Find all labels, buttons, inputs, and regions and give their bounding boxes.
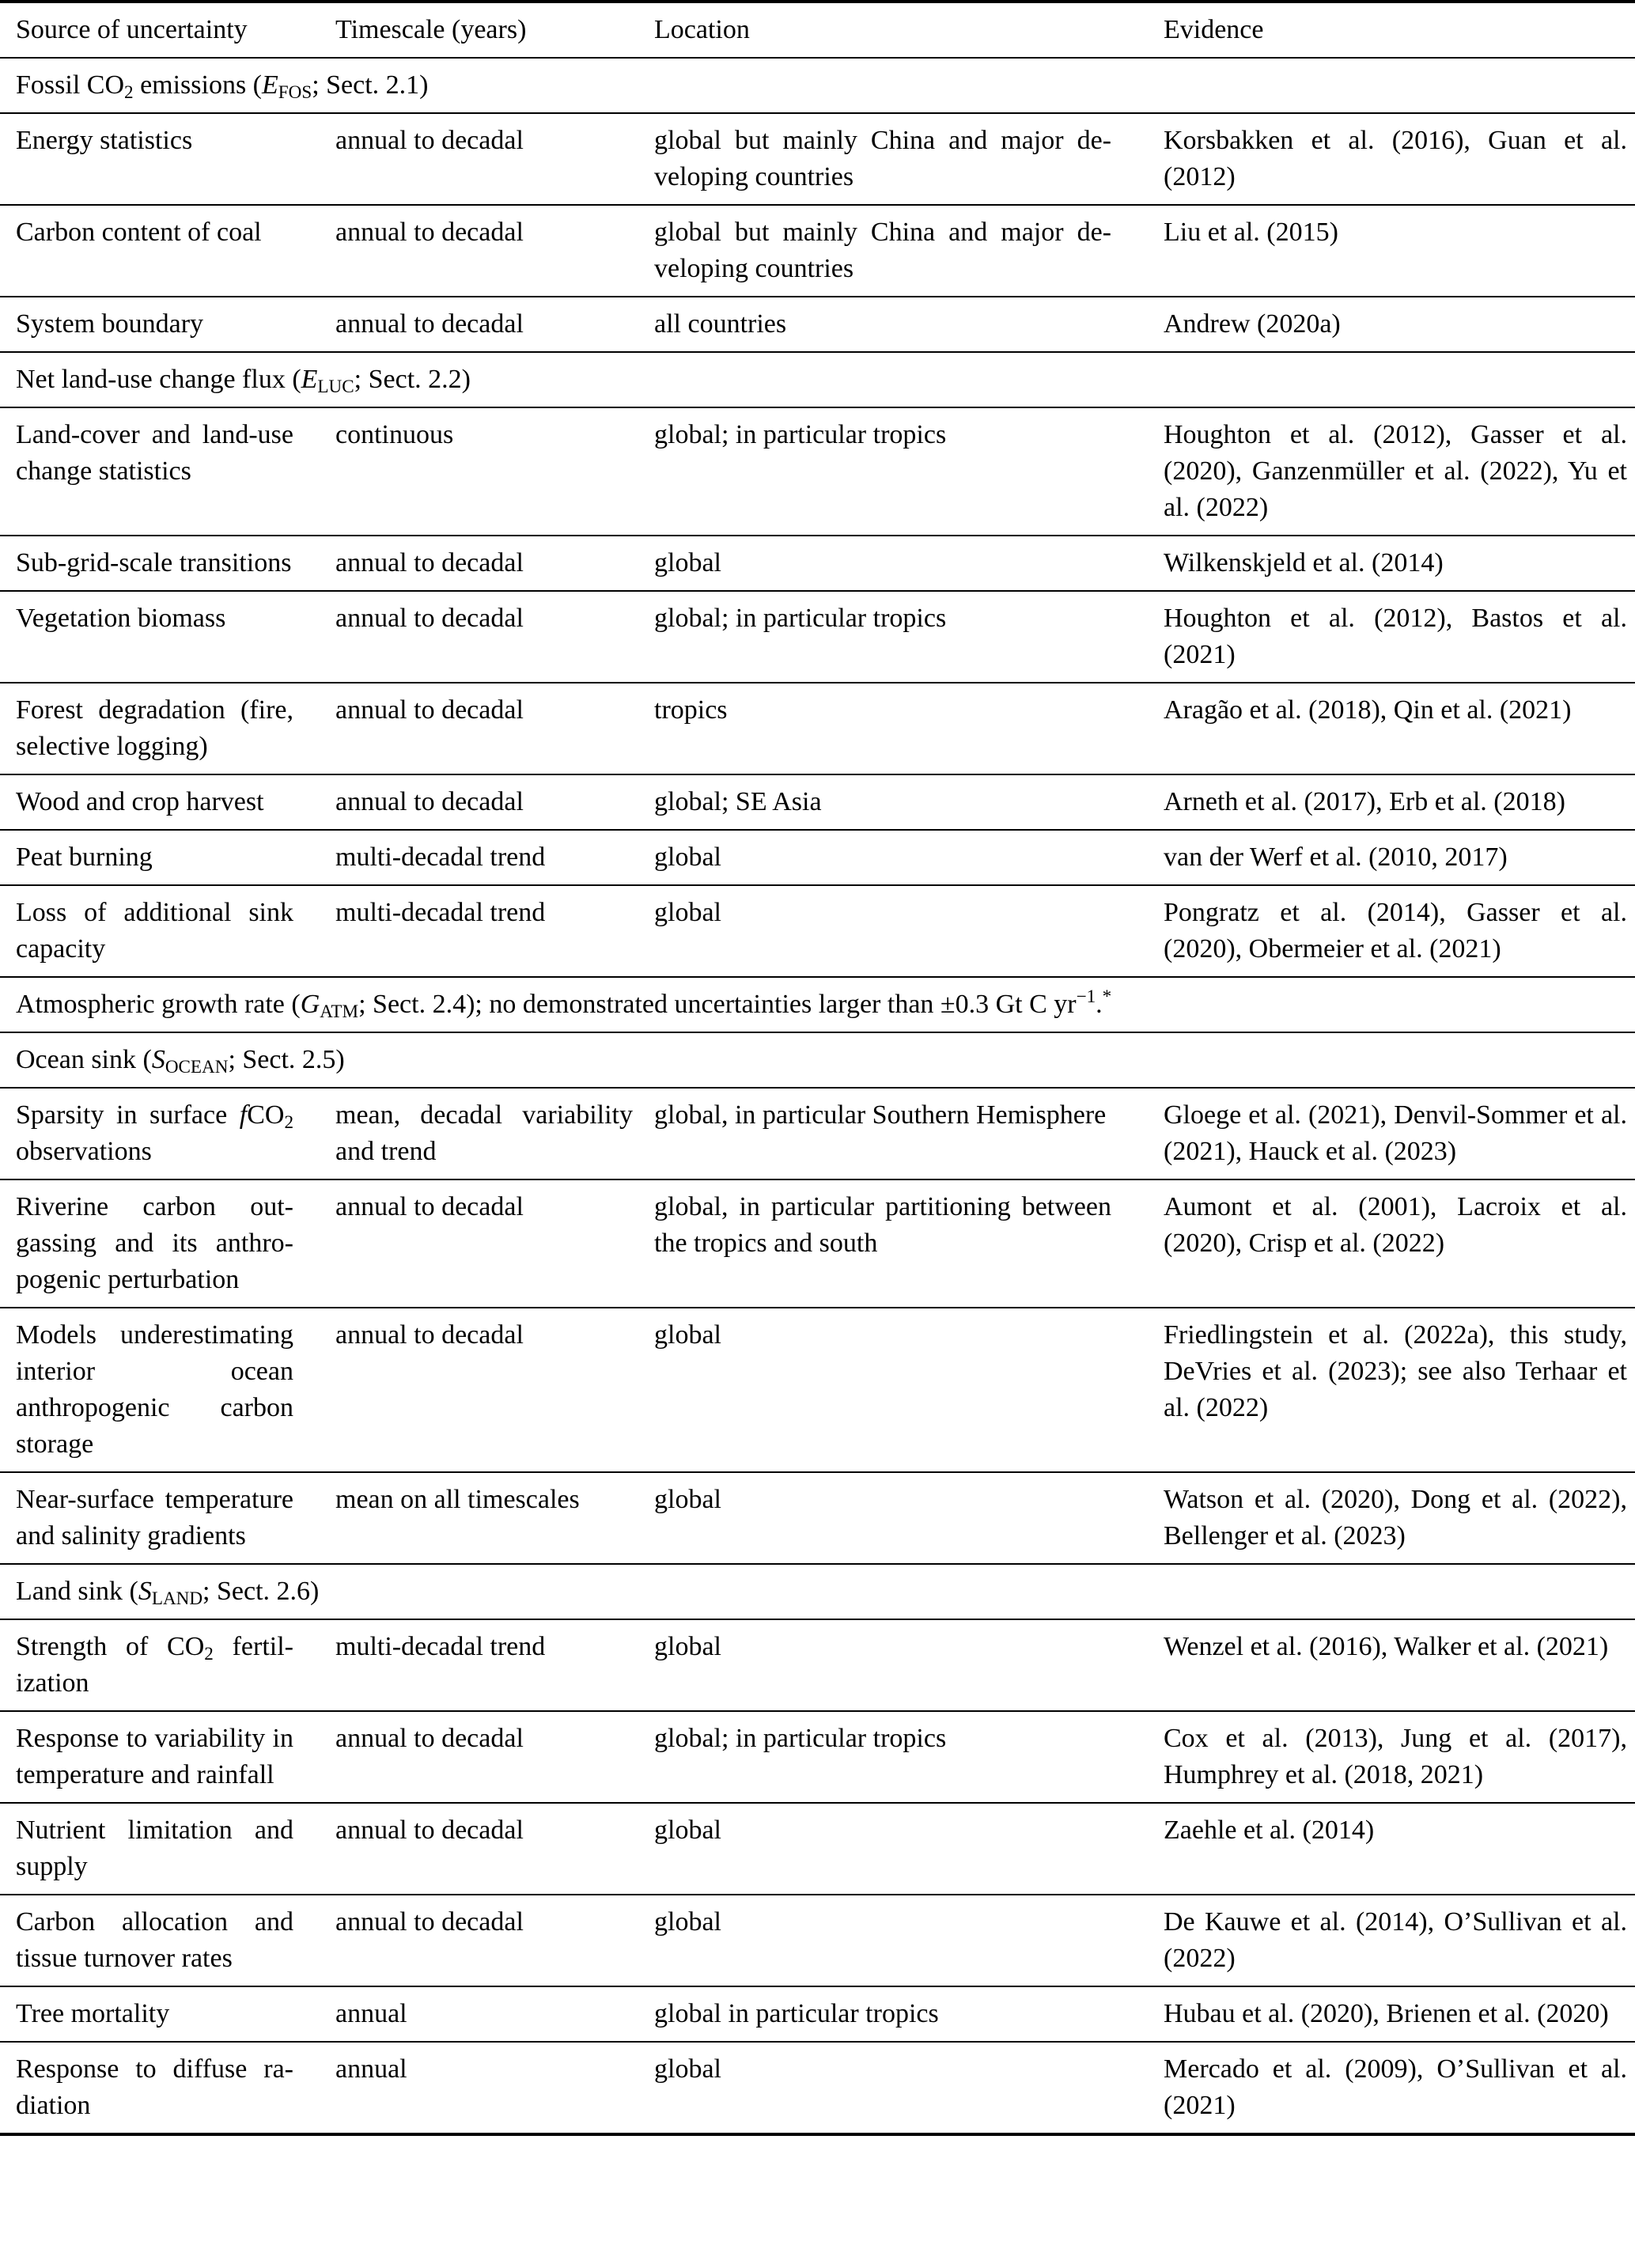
cell-evidence: van der Werf et al. (2010, 2017) [1164, 830, 1635, 885]
table-row [0, 2042, 1635, 2134]
section-label: Land sink ($S_{LAND}$; Sect. 2.6) [0, 1564, 1635, 1619]
cell-source: Sparsity in surface fCO$_2$ observations [0, 1088, 335, 1179]
cell-location: global; in particular tropics [654, 1711, 1164, 1803]
table-row [0, 113, 1635, 205]
table-row [0, 536, 1635, 591]
section-label: Fossil $CO_2$ emissions ($E_{FOS}$; Sect. 2.1) [0, 58, 1635, 113]
table-row [0, 591, 1635, 683]
cell-evidence: Aragão et al. (2018), Qin et al. (2021) [1164, 683, 1635, 774]
cell-evidence: Watson et al. (2020), Dong et al. (2022), Bellenger et al. (2023) [1164, 1472, 1635, 1564]
cell-timescale: annual to decadal [335, 1711, 654, 1803]
table-row [0, 1179, 1635, 1308]
cell-timescale: multi-decadal trend [335, 1619, 654, 1711]
cell-evidence: Aumont et al. (2001), Lacroix et al. (2020), Crisp et al. (2022) [1164, 1179, 1635, 1308]
table-row [0, 1472, 1635, 1564]
cell-source: Energy statistics [0, 113, 335, 205]
cell-location: global but mainly China and major developing countries [654, 205, 1164, 297]
cell-timescale: annual to decadal [335, 774, 654, 830]
table-header [0, 2, 1635, 58]
cell-location: tropics [654, 683, 1164, 774]
cell-timescale: annual to decadal [335, 1895, 654, 1986]
cell-source: Near-surface temperature and salinity gradients [0, 1472, 335, 1564]
cell-source: Carbon allocation and tissue turnover rates [0, 1895, 335, 1986]
cell-timescale: annual [335, 1986, 654, 2042]
cell-location: global [654, 830, 1164, 885]
cell-location: global but mainly China and major developing countries [654, 113, 1164, 205]
cell-source: Response to diffuse radiation [0, 2042, 335, 2134]
cell-timescale: continuous [335, 407, 654, 536]
cell-source: Strength of $CO_2$ fertilization [0, 1619, 335, 1711]
cell-evidence: Wilkenskjeld et al. (2014) [1164, 536, 1635, 591]
cell-evidence: Liu et al. (2015) [1164, 205, 1635, 297]
cell-evidence: De Kauwe et al. (2014), O’Sullivan et al. (2022) [1164, 1895, 1635, 1986]
column-header-source: Source of uncertainty [16, 15, 248, 44]
cell-location: all countries [654, 297, 1164, 352]
section-row [0, 352, 1635, 407]
table-row [0, 407, 1635, 536]
column-header-evidence: Evidence [1164, 15, 1264, 44]
cell-source: Wood and crop harvest [0, 774, 335, 830]
cell-source: Loss of additional sink capacity [0, 885, 335, 977]
cell-evidence: Korsbakken et al. (2016), Guan et al. (2012) [1164, 113, 1635, 205]
cell-timescale: annual to decadal [335, 1308, 654, 1472]
cell-source: Response to variability in temperature and rainfall [0, 1711, 335, 1803]
cell-timescale: annual to decadal [335, 683, 654, 774]
cell-evidence: Cox et al. (2013), Jung et al. (2017), Humphrey et al. (2018, 2021) [1164, 1711, 1635, 1803]
section-row [0, 1564, 1635, 1619]
cell-location: global [654, 1895, 1164, 1986]
section-label: Ocean sink ($S_{OCEAN}$; Sect. 2.5) [0, 1032, 1635, 1088]
cell-location: global [654, 1472, 1164, 1564]
table-row [0, 1308, 1635, 1472]
cell-evidence: Gloege et al. (2021), Denvil-Sommer et al. (2021), Hauck et al. (2023) [1164, 1088, 1635, 1179]
cell-timescale: annual to decadal [335, 113, 654, 205]
table-row [0, 1619, 1635, 1711]
column-header-timescale: Timescale (years) [335, 15, 527, 44]
cell-timescale: annual to decadal [335, 591, 654, 683]
cell-evidence: Hubau et al. (2020), Brienen et al. (2020) [1164, 1986, 1635, 2042]
cell-timescale: annual to decadal [335, 297, 654, 352]
cell-evidence: Mercado et al. (2009), O’Sullivan et al. (2021) [1164, 2042, 1635, 2134]
cell-source: Land-cover and land-use change statistics [0, 407, 335, 536]
section-row [0, 58, 1635, 113]
section-row [0, 1032, 1635, 1088]
cell-timescale: mean on all timescales [335, 1472, 654, 1564]
cell-location: global [654, 1308, 1164, 1472]
cell-source: Riverine carbon outgassing and its anthropogenic perturbation [0, 1179, 335, 1308]
cell-evidence: Wenzel et al. (2016), Walker et al. (2021) [1164, 1619, 1635, 1711]
cell-evidence: Pongratz et al. (2014), Gasser et al. (2020), Obermeier et al. (2021) [1164, 885, 1635, 977]
cell-location: global [654, 885, 1164, 977]
section-row [0, 977, 1635, 1032]
cell-source: Vegetation biomass [0, 591, 335, 683]
cell-source: Forest degradation (fire, selective logging) [0, 683, 335, 774]
cell-location: global in particular tropics [654, 1986, 1164, 2042]
cell-timescale: annual to decadal [335, 1179, 654, 1308]
cell-location: global; in particular tropics [654, 407, 1164, 536]
cell-evidence: Houghton et al. (2012), Bastos et al. (2021) [1164, 591, 1635, 683]
cell-location: global, in particular partitioning between the tropics and south [654, 1179, 1164, 1308]
table-row [0, 774, 1635, 830]
table-row [0, 205, 1635, 297]
cell-timescale: annual to decadal [335, 1803, 654, 1895]
section-label: Net land-use change flux ($E_{LUC}$; Sect. 2.2) [0, 352, 1635, 407]
table-row [0, 1895, 1635, 1986]
table-body [0, 58, 1635, 2134]
cell-evidence: Andrew (2020a) [1164, 297, 1635, 352]
table-row [0, 683, 1635, 774]
cell-timescale: annual [335, 2042, 654, 2134]
cell-location: global [654, 536, 1164, 591]
section-label: Atmospheric growth rate ($G_{ATM}$; Sect. 2.4); no demonstrated uncertainties larger than ±0.3 Gt C $yr^{-1}.^*$ [0, 977, 1635, 1032]
header-row [0, 2, 1635, 58]
cell-source: Sub-grid-scale transitions [0, 536, 335, 591]
cell-timescale: multi-decadal trend [335, 830, 654, 885]
table-row [0, 1986, 1635, 2042]
cell-source: Nutrient limitation and supply [0, 1803, 335, 1895]
cell-evidence: Friedlingstein et al. (2022a), this study, DeVries et al. (2023); see also Terhaar et al. (2022) [1164, 1308, 1635, 1472]
table-row [0, 885, 1635, 977]
cell-location: global, in particular Southern Hemisphere [654, 1088, 1164, 1179]
cell-timescale: mean, decadal variability and trend [335, 1088, 654, 1179]
cell-location: global [654, 1619, 1164, 1711]
table-row [0, 297, 1635, 352]
cell-location: global [654, 2042, 1164, 2134]
table-row [0, 1711, 1635, 1803]
cell-timescale: annual to decadal [335, 536, 654, 591]
table-row [0, 1088, 1635, 1179]
table-row [0, 1803, 1635, 1895]
cell-evidence: Zaehle et al. (2014) [1164, 1803, 1635, 1895]
cell-source: Tree mortality [0, 1986, 335, 2042]
cell-timescale: multi-decadal trend [335, 885, 654, 977]
cell-evidence: Arneth et al. (2017), Erb et al. (2018) [1164, 774, 1635, 830]
cell-timescale: annual to decadal [335, 205, 654, 297]
cell-location: global [654, 1803, 1164, 1895]
cell-source: Models underestimating interior ocean anthropogenic carbon storage [0, 1308, 335, 1472]
cell-source: System boundary [0, 297, 335, 352]
table-row [0, 830, 1635, 885]
cell-location: global; in particular tropics [654, 591, 1164, 683]
cell-evidence: Houghton et al. (2012), Gasser et al. (2020), Ganzenmüller et al. (2022), Yu et al. (2022) [1164, 407, 1635, 536]
cell-location: global; SE Asia [654, 774, 1164, 830]
column-header-location: Location [654, 15, 750, 44]
cell-source: Carbon content of coal [0, 205, 335, 297]
cell-source: Peat burning [0, 830, 335, 885]
